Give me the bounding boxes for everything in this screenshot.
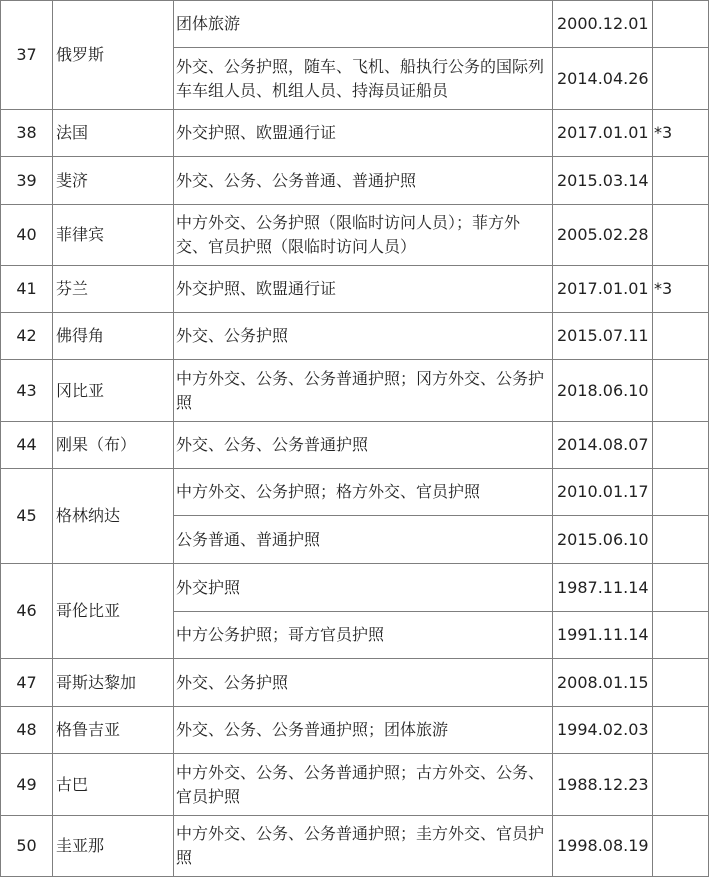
effective-date: 2014.08.07: [553, 422, 653, 469]
passport-scope: 团体旅游: [174, 1, 553, 48]
country-name: 冈比亚: [53, 360, 174, 422]
country-name: 法国: [53, 110, 174, 157]
country-name: 格鲁吉亚: [53, 707, 174, 754]
country-name: 俄罗斯: [53, 1, 174, 110]
row-number: 40: [1, 205, 53, 266]
country-name: 格林纳达: [53, 469, 174, 564]
note: *3: [653, 266, 709, 313]
passport-scope: 外交护照、欧盟通行证: [174, 266, 553, 313]
table-row: [1, 110, 709, 157]
passport-scope: 外交护照、欧盟通行证: [174, 110, 553, 157]
note: [653, 564, 709, 612]
passport-scope: 公务普通、普通护照: [174, 516, 553, 564]
table-row: [1, 659, 709, 707]
note: [653, 707, 709, 754]
note: [653, 157, 709, 205]
country-name: 圭亚那: [53, 816, 174, 877]
row-number: 45: [1, 469, 53, 564]
country-name: 菲律宾: [53, 205, 174, 266]
note: [653, 48, 709, 110]
country-name: 芬兰: [53, 266, 174, 313]
table-row: [1, 157, 709, 205]
effective-date: 2017.01.01: [553, 110, 653, 157]
note: *3: [653, 110, 709, 157]
passport-scope: 外交、公务、公务普通、普通护照: [174, 157, 553, 205]
table-row: [1, 313, 709, 360]
effective-date: 2005.02.28: [553, 205, 653, 266]
row-number: 39: [1, 157, 53, 205]
effective-date: 1988.12.23: [553, 754, 653, 816]
country-name: 哥伦比亚: [53, 564, 174, 659]
table-row: [1, 1, 709, 48]
passport-scope: 中方外交、公务、公务普通护照；圭方外交、官员护照: [174, 816, 553, 877]
passport-scope: 外交、公务护照，随车、飞机、船执行公务的国际列车车组人员、机组人员、持海员证船员: [174, 48, 553, 110]
effective-date: 2018.06.10: [553, 360, 653, 422]
row-number: 43: [1, 360, 53, 422]
table-row: [1, 360, 709, 422]
effective-date: 1991.11.14: [553, 612, 653, 659]
row-number: 47: [1, 659, 53, 707]
row-number: 48: [1, 707, 53, 754]
effective-date: 2014.04.26: [553, 48, 653, 110]
table-row: [1, 205, 709, 266]
passport-scope: 外交、公务护照: [174, 313, 553, 360]
row-number: 44: [1, 422, 53, 469]
note: [653, 516, 709, 564]
note: [653, 205, 709, 266]
note: [653, 422, 709, 469]
effective-date: 2000.12.01: [553, 1, 653, 48]
row-number: 37: [1, 1, 53, 110]
table-row: [1, 754, 709, 816]
passport-scope: 中方外交、公务护照；格方外交、官员护照: [174, 469, 553, 516]
passport-scope: 中方外交、公务护照（限临时访问人员）；菲方外交、官员护照（限临时访问人员）: [174, 205, 553, 266]
row-number: 41: [1, 266, 53, 313]
passport-scope: 中方公务护照；哥方官员护照: [174, 612, 553, 659]
country-name: 斐济: [53, 157, 174, 205]
note: [653, 313, 709, 360]
row-number: 38: [1, 110, 53, 157]
note: [653, 816, 709, 877]
effective-date: 1998.08.19: [553, 816, 653, 877]
row-number: 46: [1, 564, 53, 659]
row-number: 50: [1, 816, 53, 877]
effective-date: 2010.01.17: [553, 469, 653, 516]
note: [653, 469, 709, 516]
note: [653, 659, 709, 707]
passport-scope: 外交、公务、公务普通护照: [174, 422, 553, 469]
row-number: 42: [1, 313, 53, 360]
note: [653, 360, 709, 422]
table-row: [1, 422, 709, 469]
table-row: [1, 564, 709, 612]
effective-date: 1987.11.14: [553, 564, 653, 612]
table-row: [1, 816, 709, 877]
note: [653, 612, 709, 659]
country-name: 刚果（布）: [53, 422, 174, 469]
table-row: [1, 266, 709, 313]
effective-date: 1994.02.03: [553, 707, 653, 754]
note: [653, 1, 709, 48]
effective-date: 2015.07.11: [553, 313, 653, 360]
passport-scope: 中方外交、公务、公务普通护照；古方外交、公务、官员护照: [174, 754, 553, 816]
passport-scope: 外交护照: [174, 564, 553, 612]
country-name: 佛得角: [53, 313, 174, 360]
effective-date: 2015.03.14: [553, 157, 653, 205]
passport-scope: 中方外交、公务、公务普通护照；冈方外交、公务护照: [174, 360, 553, 422]
effective-date: 2008.01.15: [553, 659, 653, 707]
table-row: [1, 469, 709, 516]
country-name: 古巴: [53, 754, 174, 816]
passport-scope: 外交、公务护照: [174, 659, 553, 707]
table-row: [1, 707, 709, 754]
effective-date: 2015.06.10: [553, 516, 653, 564]
country-name: 哥斯达黎加: [53, 659, 174, 707]
row-number: 49: [1, 754, 53, 816]
passport-scope: 外交、公务、公务普通护照；团体旅游: [174, 707, 553, 754]
note: [653, 754, 709, 816]
effective-date: 2017.01.01: [553, 266, 653, 313]
